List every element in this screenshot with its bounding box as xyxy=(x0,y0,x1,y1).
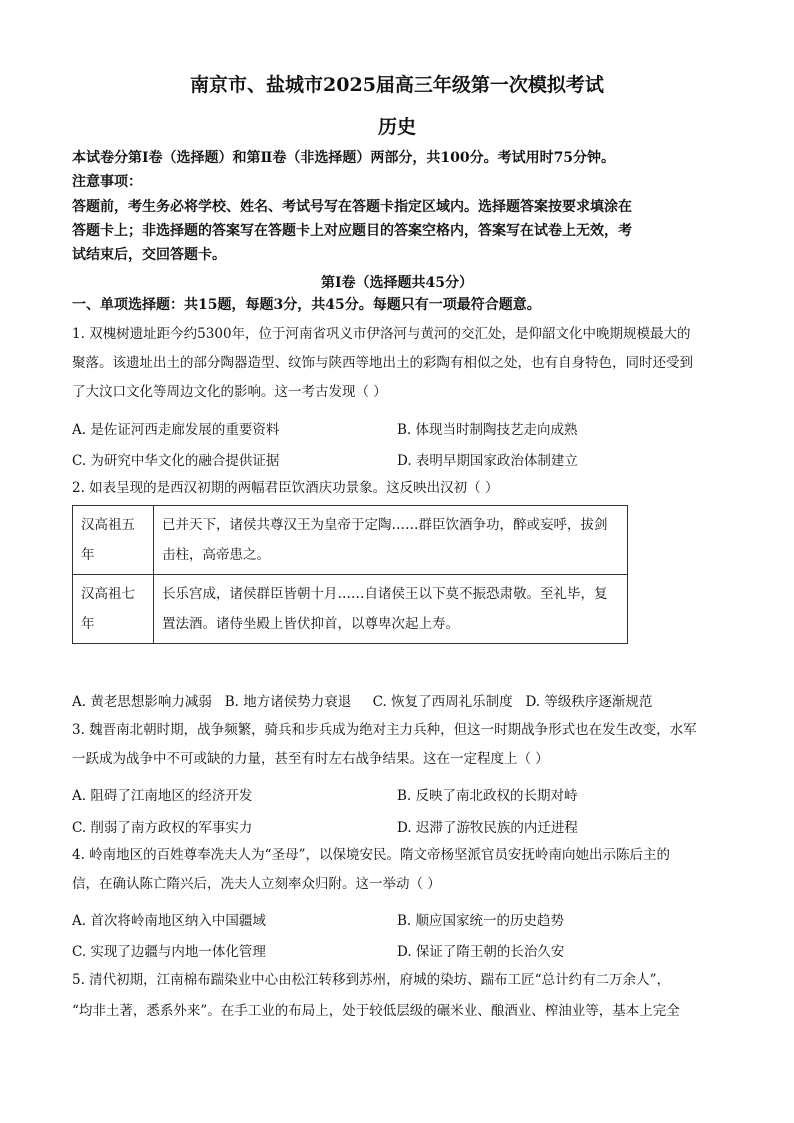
table-cell-text: 长乐宫成，诸侯群臣皆朝十月……自诸侯王以下莫不振恐肃敬。至礼毕，复置法酒。诸侍坐殿上皆伏抑首，以尊卑次起上寿。 xyxy=(154,575,628,644)
question-1-line: 聚落。该遗址出土的部分陶器造型、纹饰与陕西等地出土的彩陶有相似之处，也有自身特色，同时还受到 xyxy=(72,355,693,371)
part-title: 第Ⅰ卷（选择题共45分） xyxy=(320,275,474,291)
q1-option-d: D. 表明早期国家政治体制建立 xyxy=(397,453,578,469)
question-1-line: 了大汶口文化等周边文化的影响。这一考古发现（ ） xyxy=(72,384,387,400)
notice-line: 答题前，考生务必将学校、姓名、考试号写在答题卡指定区域内。选择题答案按要求填涂在 xyxy=(72,199,632,215)
q3-option-d: D. 迟滞了游牧民族的内迁进程 xyxy=(397,820,578,836)
table-row xyxy=(73,506,628,575)
q4-option-b: B. 顺应国家统一的历史趋势 xyxy=(397,913,565,929)
q4-option-c: C. 实现了边疆与内地一体化管理 xyxy=(72,944,266,960)
table-cell-key: 汉高祖七年 xyxy=(73,575,154,644)
subject-title: 历史 xyxy=(377,116,416,138)
exam-title: 南京市、盐城市2025届高三年级第一次模拟考试 xyxy=(190,74,604,96)
q4-option-d: D. 保证了隋王朝的长治久安 xyxy=(397,944,565,960)
question-4-line: 4. 岭南地区的百姓尊奉冼夫人为“圣母”，以保境安民。隋文帝杨坚派官员安抚岭南向她出示陈后主的 xyxy=(72,847,670,863)
question-5-line: “均非土著，悉系外来”。在手工业的布局上，处于较低层级的碾米业、酿酒业、榨油业等，基本上完全 xyxy=(72,1003,680,1019)
q2-options: A. 黄老思想影响力减弱 B. 地方诸侯势力衰退 C. 恢复了西周礼乐制度 D. 等级秩序逐渐规范 xyxy=(72,694,653,710)
source-table xyxy=(72,505,628,644)
question-3-line: 3. 魏晋南北朝时期，战争频繁，骑兵和步兵成为绝对主力兵种，但这一时期战争形式也在发生改变，水军 xyxy=(72,722,697,738)
question-5-line: 5. 清代初期，江南棉布踹染业中心由松江转移到苏州，府城的染坊、踹布工匠“总计约有二万余人”， xyxy=(72,972,670,988)
question-3-line: 一跃成为战争中不可或缺的力量，甚至有时左右战争结果。这在一定程度上（ ） xyxy=(72,751,549,767)
q1-option-a: A. 是佐证河西走廊发展的重要资料 xyxy=(72,422,280,438)
section-heading: 一、单项选择题：共15题，每题3分，共45分。每题只有一项最符合题意。 xyxy=(72,297,541,313)
question-4-line: 信，在确认陈亡隋兴后，冼夫人立刻率众归附。这一举动（ ） xyxy=(72,876,441,892)
q3-option-b: B. 反映了南北政权的长期对峙 xyxy=(397,788,578,804)
q1-option-b: B. 体现当时制陶技艺走向成熟 xyxy=(397,422,578,438)
question-1-line: 1. 双槐树遗址距今约5300年，位于河南省巩义市伊洛河与黄河的交汇处，是仰韶文化中晚期规模最大的 xyxy=(72,326,691,342)
notice-line: 答题卡上；非选择题的答案写在答题卡上对应题目的答案空格内，答案写在试卷上无效，考 xyxy=(72,223,632,239)
intro-line: 本试卷分第Ⅰ卷（选择题）和第Ⅱ卷（非选择题）两部分，共100分。考试用时75分钟。 xyxy=(72,150,616,166)
table-cell-text: 已并天下，诸侯共尊汉王为皇帝于定陶……群臣饮酒争功，醉或妄呼，拔剑击柱，高帝患之。 xyxy=(154,506,628,575)
q4-option-a: A. 首次将岭南地区纳入中国疆域 xyxy=(72,913,266,929)
q1-option-c: C. 为研究中华文化的融合提供证据 xyxy=(72,453,280,469)
notice-line: 试结束后，交回答题卡。 xyxy=(72,247,226,263)
q3-option-a: A. 阻碍了江南地区的经济开发 xyxy=(72,788,253,804)
q3-option-c: C. 削弱了南方政权的军事实力 xyxy=(72,820,253,836)
question-2-stem: 2. 如表呈现的是西汉初期的两幅君臣饮酒庆功景象。这反映出汉初（ ） xyxy=(72,480,499,496)
notice-title: 注意事项： xyxy=(72,174,142,190)
table-cell-key: 汉高祖五年 xyxy=(73,506,154,575)
table-row xyxy=(73,575,628,644)
